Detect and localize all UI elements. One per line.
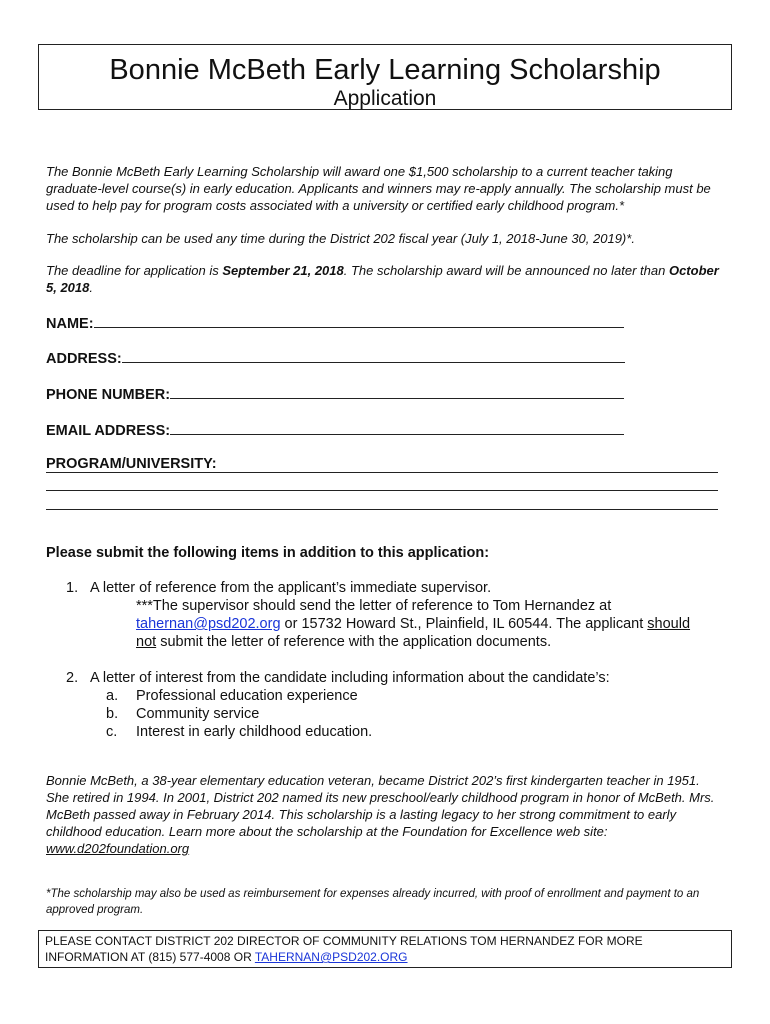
list-item: c. Interest in early childhood education. [106, 724, 373, 740]
program-field [46, 456, 217, 472]
submit-item-1 [66, 579, 726, 651]
footnote: *The scholarship may also be used as reimbursement for expenses already incurred, with proof of enrollment and payment to an approved program. [46, 888, 700, 916]
bio-paragraph [46, 772, 726, 857]
address-field[interactable] [46, 348, 625, 367]
name-field[interactable] [46, 313, 624, 332]
should-emphasis: should [647, 616, 691, 632]
contact-box [38, 930, 732, 968]
not-emphasis: not [136, 634, 157, 650]
program-input-line-3[interactable] [46, 509, 718, 510]
phone-label: PHONE NUMBER: [46, 387, 171, 403]
contact-text: PLEASE CONTACT DISTRICT 202 DIRECTOR OF COMMUNITY RELATIONS TOM HERNANDEZ FOR MORE INFORMATION AT (815) 577-4008 OR [45, 934, 643, 964]
address-label: ADDRESS: [46, 351, 122, 367]
item-1-note-b: or 15732 Howard St., Plainfield, IL 60544. The applicant [280, 616, 648, 632]
program-input-line-1[interactable] [46, 472, 718, 473]
bio-text: Bonnie McBeth, a 38-year elementary education veteran, became District 202’s first kindergarten teacher in 1951. She retired in 1994. In 2001, District 202 named its new preschool/early childhood program in honor of McBeth. Mrs. McBeth passed away in February 2014. This scholarship is a lasting legacy to her strong commitment to early childhood education. Learn more about the scholarship at the Foundation for Excellence web site: [46, 773, 715, 839]
title-box [38, 44, 732, 110]
page-subtitle: Application [333, 87, 437, 110]
item-1-note [136, 597, 726, 651]
intro-text-1: The Bonnie McBeth Early Learning Scholarship will award one $1,500 scholarship to a current teacher taking graduate-level course(s) in early education. Applicants and winners may re-apply annually. The scholarship must be used to help pay for program costs associated with a university or certified early childhood program.* [46, 164, 711, 213]
announce-date: October 5, 2018 [46, 263, 719, 295]
deadline-lead: The deadline for application is [46, 263, 223, 278]
item-1-note-c: submit the letter of reference with the application documents. [156, 634, 552, 650]
program-label: PROGRAM/UNIVERSITY: [46, 456, 217, 472]
list-item: a. Professional education experience [106, 688, 358, 704]
intro-paragraph-2 [46, 230, 726, 247]
intro-paragraph-3 [46, 262, 726, 296]
page-title: Bonnie McBeth Early Learning Scholarship [109, 54, 661, 86]
address-input-line[interactable] [122, 348, 625, 363]
contact-email-link[interactable]: TAHERNAN@PSD202.ORG [254, 950, 408, 964]
name-label: NAME: [46, 316, 94, 332]
phone-field[interactable] [46, 384, 624, 403]
foundation-site-link[interactable]: www.d202foundation.org [46, 841, 190, 856]
supervisor-email-link[interactable]: tahernan@psd202.org [136, 616, 281, 632]
item-number: 1. [66, 580, 79, 596]
item-1-text: A letter of reference from the applicant’s immediate supervisor. [90, 580, 492, 596]
intro-text-2: The scholarship can be used any time during the District 202 fiscal year (July 1, 2018-June 30, 2019)*. [46, 231, 635, 246]
item-1-note-a: ***The supervisor should send the letter of reference to Tom Hernandez at [136, 598, 612, 614]
item-2-text: A letter of interest from the candidate including information about the candidate’s: [90, 670, 610, 686]
email-label: EMAIL ADDRESS: [46, 423, 171, 439]
deadline-date: September 21, 2018 [222, 263, 344, 278]
announce-lead: . The scholarship award will be announced no later than [343, 263, 669, 278]
intro-end: . [89, 280, 93, 295]
phone-input-line[interactable] [170, 384, 624, 399]
list-item: b. Community service [106, 706, 260, 722]
submit-item-2 [66, 669, 726, 741]
item-number: 2. [66, 670, 79, 686]
submit-heading: Please submit the following items in addition to this application: [46, 545, 490, 561]
email-input-line[interactable] [170, 420, 624, 435]
program-input-line-2[interactable] [46, 490, 718, 491]
name-input-line[interactable] [94, 313, 624, 328]
intro-paragraph-1 [46, 163, 726, 214]
email-field[interactable] [46, 420, 624, 439]
